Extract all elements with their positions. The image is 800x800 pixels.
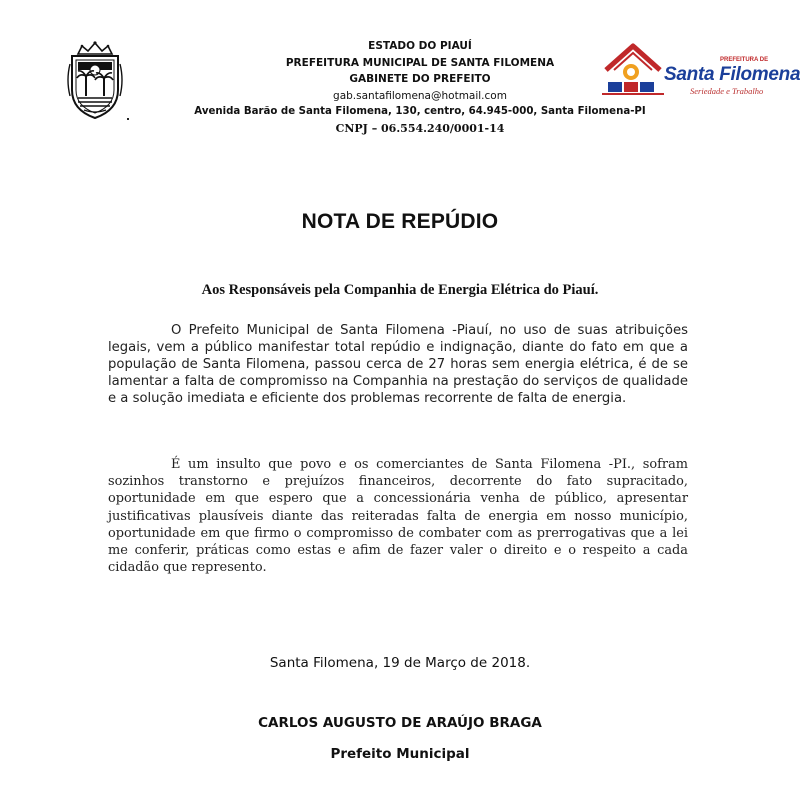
prefecture-name: PREFEITURA MUNICIPAL DE SANTA FILOMENA xyxy=(285,56,555,69)
body-paragraph-1: O Prefeito Municipal de Santa Filomena -Piauí, no uso de suas atribuições legais, vem a público manifestar total repúdio e indignação, diante do fato em que a população de Santa Filomena, passou cerca de 27 horas sem energia elétrica, é de se lamentar a falta de compromisso na Companhia na prestação do serviços de qualidade e a solução imediata e eficiente dos problemas recorrente de falta de energia. xyxy=(108,323,688,406)
state-name: ESTADO DO PIAUÍ xyxy=(368,40,472,52)
signatory-role: Prefeito Municipal xyxy=(330,746,470,762)
logo-prefecture-tag: PREFEITURA DE xyxy=(720,57,769,63)
recipient-line: Aos Responsáveis pela Companhia de Energia Elétrica do Piauí. xyxy=(201,282,599,298)
cnpj-number: CNPJ – 06.554.240/0001-14 xyxy=(335,121,505,135)
office-name: GABINETE DO PREFEITO xyxy=(349,73,491,85)
scan-speck xyxy=(127,118,129,120)
email-address: gab.santafilomena@hotmail.com xyxy=(333,89,507,102)
logo-slogan: Seriedade e Trabalho xyxy=(690,86,764,96)
document-title: NOTA DE REPÚDIO xyxy=(301,210,499,233)
signatory-name: CARLOS AUGUSTO DE ARAÚJO BRAGA xyxy=(258,715,542,731)
letterhead xyxy=(190,38,650,137)
coat-of-arms-emblem xyxy=(66,40,124,122)
body-paragraph-2: É um insulto que povo e os comerciantes de Santa Filomena -PI., sofram sozinhos transtorno e prejuízos financeiros, decorrente do fato supracitado, oportunidade em que espero que a concessionária venha de público, apresentar justificativas plausíveis diante das reiteradas falta de energia em nosso município, oportunidade em que firmo o compromisso de combater com as prerrogativas que a lei me conferir, práticas como estas e afim de fazer valer o direito e o respeito a cada cidadão que represento. xyxy=(108,457,688,576)
place-date-text: Santa Filomena, 19 de Março de 2018. xyxy=(269,655,531,671)
place-and-date xyxy=(0,655,800,671)
logo-brand-name: Santa Filomena xyxy=(664,64,800,85)
postal-address: Avenida Barão de Santa Filomena, 130, centro, 64.945-000, Santa Filomena-PI xyxy=(194,106,646,117)
